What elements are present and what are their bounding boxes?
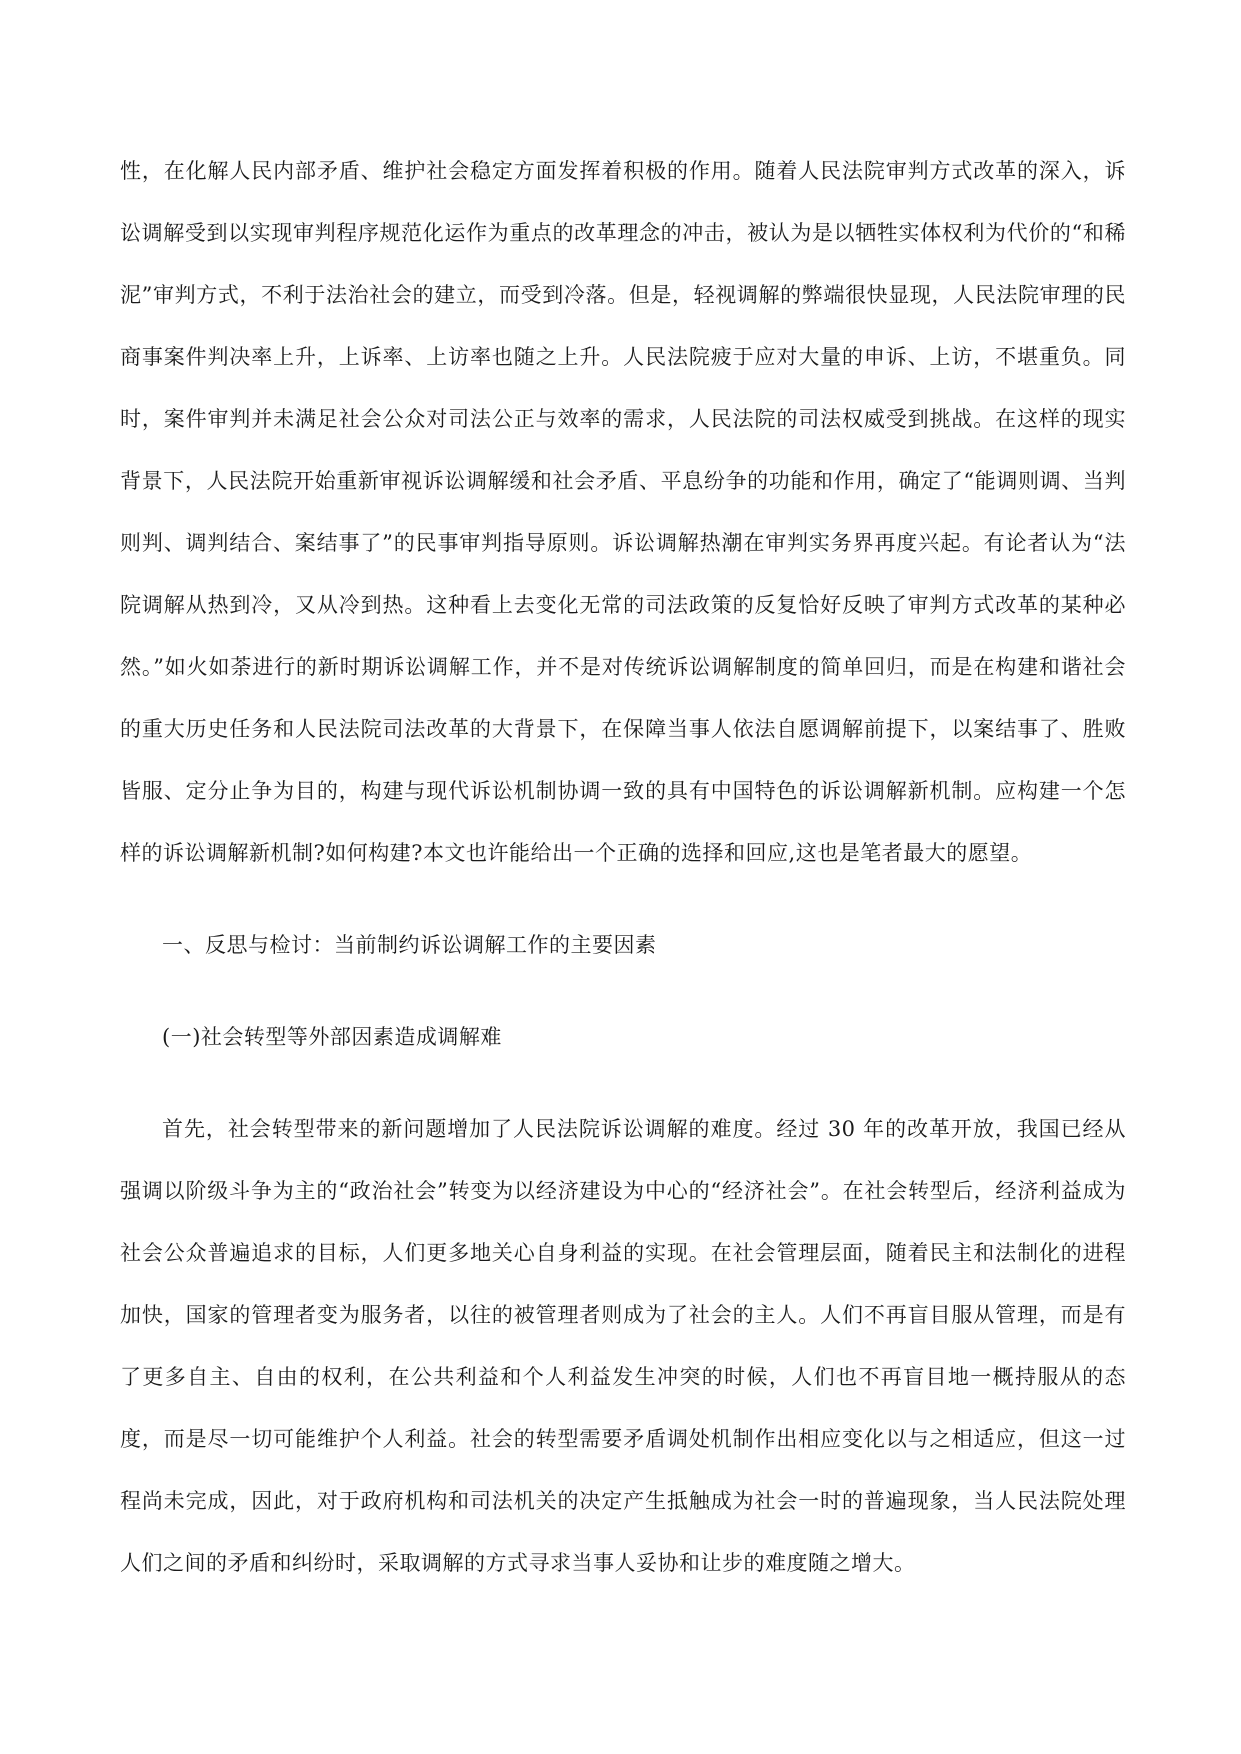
subsection-heading: (一)社会转型等外部因素造成调解难	[162, 1025, 502, 1049]
body-paragraph: 首先，社会转型带来的新问题增加了人民法院诉讼调解的难度。经过 30 年的改革开放，我国已经从强调以阶级斗争为主的“政治社会”转变为以经济建设为中心的“经济社会”。在社会转型后，经济利益成为社会公众普遍追求的目标，人们更多地关心自身利益的实现。在社会管理层面，随着民主和法制化的进程加快，国家的管理者变为服务者，以往的被管理者则成为了社会的主人。人们不再盲目服从管理，而是有了更多自主、自由的权利，在公共利益和个人利益发生冲突的时候，人们也不再盲目地一概持服从的态度，而是尽一切可能维护个人利益。社会的转型需要矛盾调处机制作出相应变化以与之相适应，但这一过程尚未完成，因此，对于政府机构和司法机关的决定产生抵触成为社会一时的普遍现象，当人民法院处理人们之间的矛盾和纠纷时，采取调解的方式寻求当事人妥协和让步的难度随之增大。	[120, 1117, 1126, 1575]
body-paragraph: 性，在化解人民内部矛盾、维护社会稳定方面发挥着积极的作用。随着人民法院审判方式改革的深入，诉讼调解受到以实现审判程序规范化运作为重点的改革理念的冲击，被认为是以牺牲实体权利为代价的“和稀泥”审判方式，不利于法治社会的建立，而受到冷落。但是，轻视调解的弊端很快显现，人民法院审理的民商事案件判决率上升，上诉率、上访率也随之上升。人民法院疲于应对大量的申诉、上访，不堪重负。同时，案件审判并未满足社会公众对司法公正与效率的需求，人民法院的司法权威受到挑战。在这样的现实背景下，人民法院开始重新审视诉讼调解缓和社会矛盾、平息纷争的功能和作用，确定了“能调则调、当判则判、调判结合、案结事了”的民事审判指导原则。诉讼调解热潮在审判实务界再度兴起。有论者认为“法院调解从热到冷，又从冷到热。这种看上去变化无常的司法政策的反复恰好反映了审判方式改革的某种必然。”如火如荼进行的新时期诉讼调解工作，并不是对传统诉讼调解制度的简单回归，而是在构建和谐社会的重大历史任务和人民法院司法改革的大背景下，在保障当事人依法自愿调解前提下，以案结事了、胜败皆服、定分止争为目的，构建与现代诉讼机制协调一致的具有中国特色的诉讼调解新机制。应构建一个怎样的诉讼调解新机制?如何构建?本文也许能给出一个正确的选择和回应,这也是笔者最大的愿望。	[120, 159, 1126, 865]
section-heading: 一、反思与检讨：当前制约诉讼调解工作的主要因素	[162, 933, 657, 957]
